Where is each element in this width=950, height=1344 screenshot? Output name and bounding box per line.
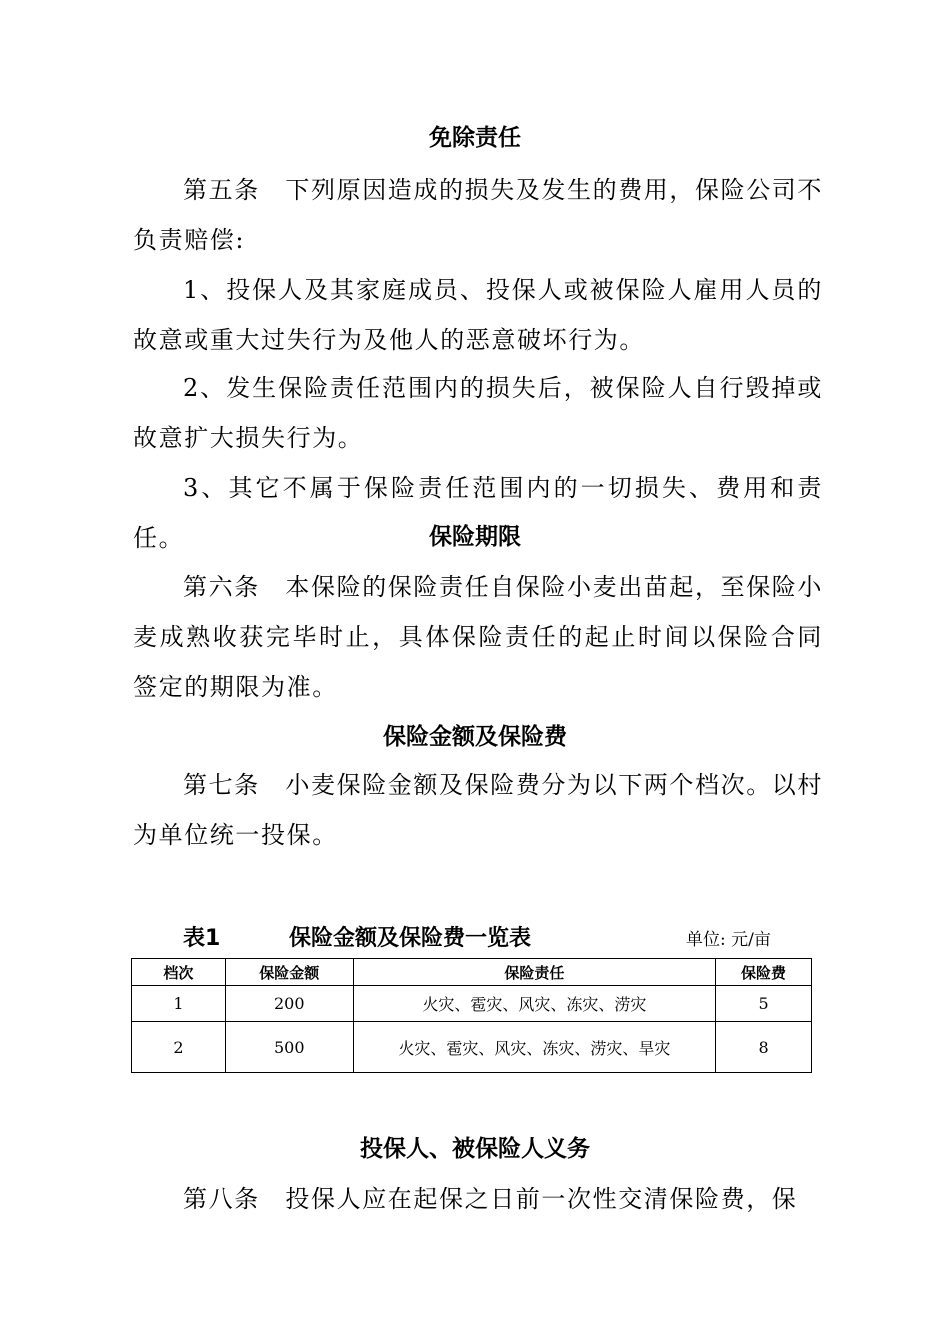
article-8: 第八条 投保人应在起保之日前一次性交清保险费，保 — [183, 1185, 798, 1213]
article-5: 第五条 下列原因造成的损失及发生的费用，保险公司不负责赔偿: — [133, 176, 823, 254]
article-6: 第六条 本保险的保险责任自保险小麦出苗起，至保险小麦成熟收获完毕时止，具体保险责任的起止时间以保险合同签定的期限为准。 — [133, 573, 823, 701]
header-insured-amount: 保险金额 — [225, 959, 353, 986]
cell-insured-amount: 200 — [225, 986, 353, 1022]
section-heading-obligations: 投保人、被保险人义务 — [360, 1136, 590, 1162]
cell-premium: 5 — [716, 986, 812, 1022]
table-header-row — [132, 959, 812, 986]
cell-tier: 2 — [132, 1022, 226, 1073]
table-row — [132, 986, 812, 1022]
table-caption — [183, 921, 803, 953]
cell-premium: 8 — [716, 1022, 812, 1073]
section-heading-exclusions: 免除责任 — [429, 125, 521, 151]
header-coverage: 保险责任 — [353, 959, 715, 986]
cell-tier: 1 — [132, 986, 226, 1022]
table-row — [132, 1022, 812, 1073]
table-unit: 单位: 元/亩 — [686, 930, 771, 950]
cell-coverage: 火灾、雹灾、风灾、冻灾、涝灾、旱灾 — [353, 1022, 715, 1073]
header-premium: 保险费 — [716, 959, 812, 986]
article-5-item-1: 1、投保人及其家庭成员、投保人或被保险人雇用人员的故意或重大过失行为及他人的恶意破坏行为。 — [133, 276, 823, 354]
section-heading-period: 保险期限 — [429, 524, 521, 550]
cell-insured-amount: 500 — [225, 1022, 353, 1073]
cell-coverage: 火灾、雹灾、风灾、冻灾、涝灾 — [353, 986, 715, 1022]
fee-table — [131, 958, 812, 1073]
article-5-item-2: 2、发生保险责任范围内的损失后，被保险人自行毁掉或故意扩大损失行为。 — [133, 374, 823, 452]
table-title: 保险金额及保险费一览表 — [289, 926, 532, 951]
article-7: 第七条 小麦保险金额及保险费分为以下两个档次。以村为单位统一投保。 — [133, 771, 823, 849]
article-5-item-3: 3、其它不属于保险责任范围内的一切损失、费用和责任。 — [133, 474, 823, 552]
table-number: 表1 — [183, 926, 221, 951]
section-heading-amount: 保险金额及保险费 — [383, 724, 567, 750]
header-tier: 档次 — [132, 959, 226, 986]
